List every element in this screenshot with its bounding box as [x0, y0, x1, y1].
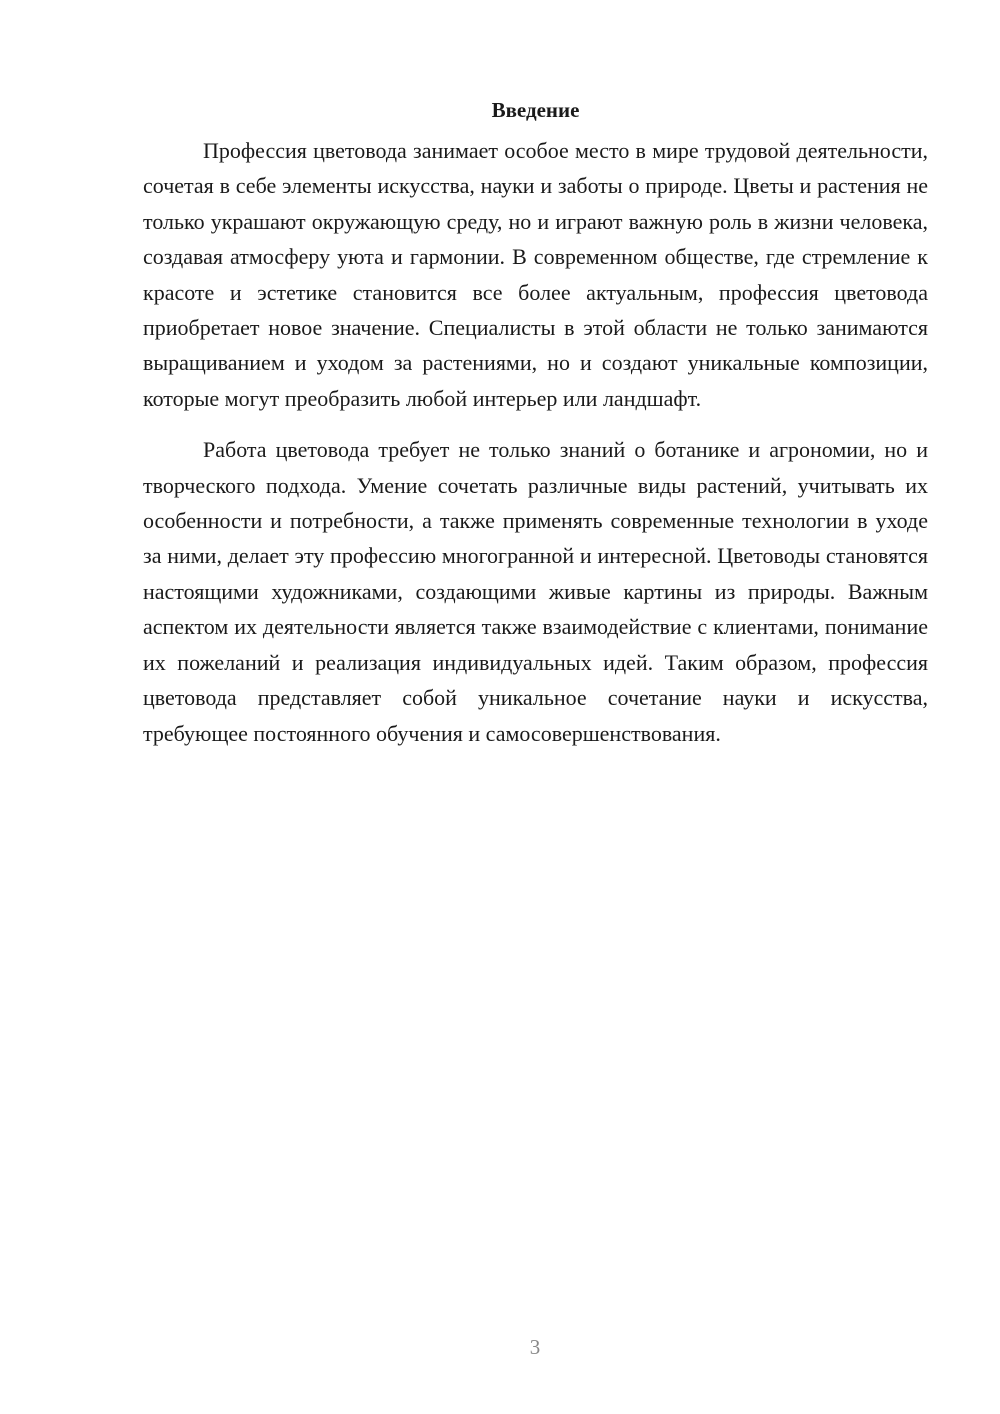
page-number: 3	[529, 1335, 541, 1359]
section-heading: Введение	[491, 98, 580, 122]
paragraph-1: Профессия цветовода занимает особое место в мире трудовой деятельности, сочетая в себе элементы искусства, науки и заботы о природе. Цветы и растения не только украшают окружающую среду, но и играют важную роль в жизни человека, создавая атмосферу уюта и гармонии. В современном обществе, где стремление к красоте и эстетике становится все более актуальным, профессия цветовода приобретает новое значение. Специалисты в этой области не только занимаются выращиванием и уходом за растениями, но и создают уникальные композиции, которые могут преобразить любой интерьер или ландшафт.	[143, 138, 928, 411]
paragraph-2: Работа цветовода требует не только знаний о ботанике и агрономии, но и творческого подхода. Умение сочетать различные виды растений, учитывать их особенности и потребности, а также применять современные технологии в уходе за ними, делает эту профессию многогранной и интересной. Цветоводы становятся настоящими художниками, создающими живые картины из природы. Важным аспектом их деятельности является также взаимодействие с клиентами, понимание их пожеланий и реализация индивидуальных идей. Таким образом, профессия цветовода представляет собой уникальное сочетание науки и искусства, требующее постоянного обучения и самосовершенствования.	[143, 437, 928, 746]
document-page	[143, 93, 928, 751]
